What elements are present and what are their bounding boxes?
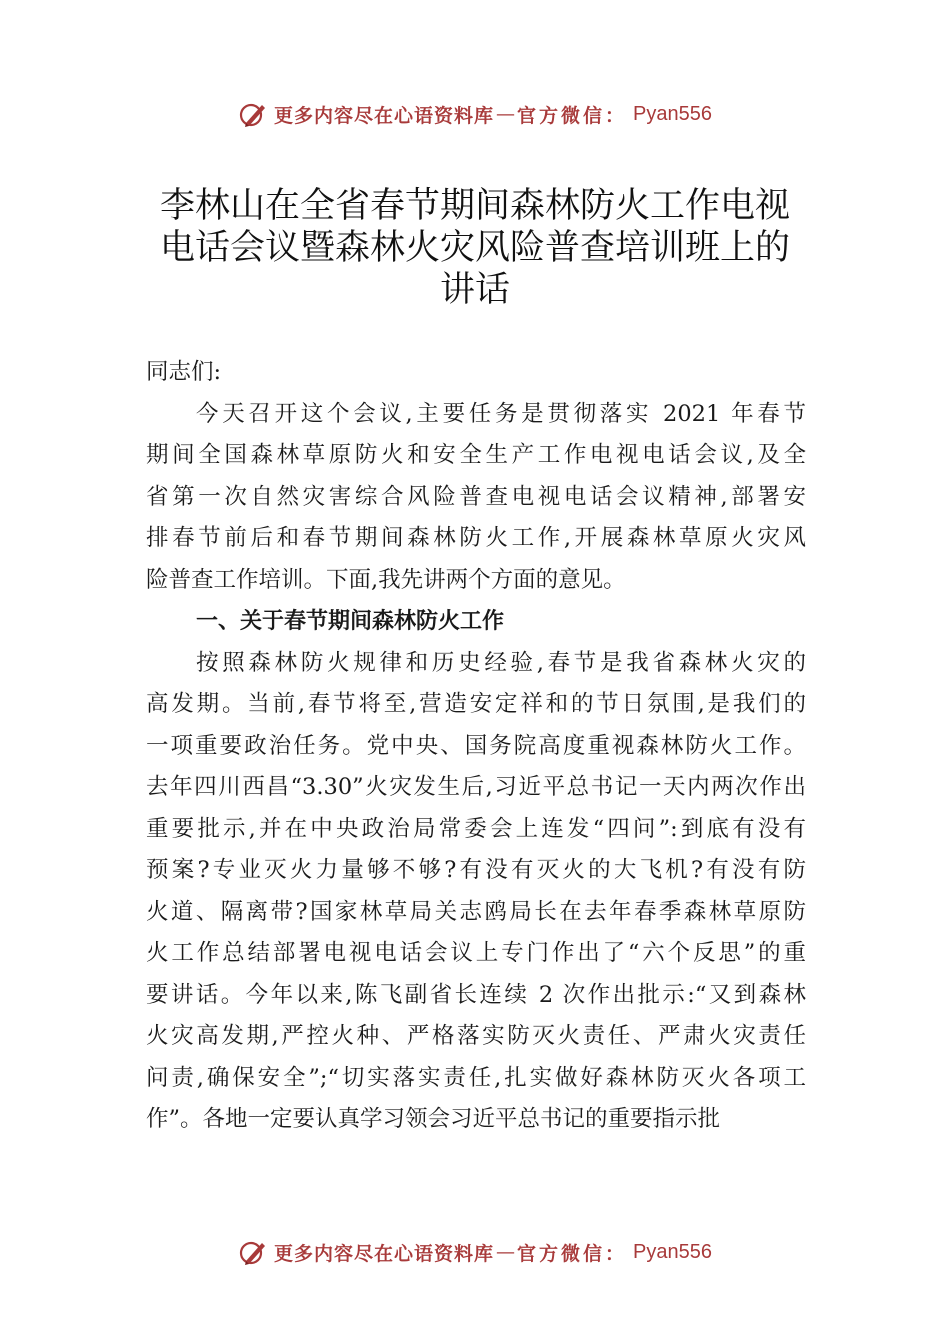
paragraph-line: 去年四川西昌“3.30”火灾发生后,习近平总书记一天内两次作出 xyxy=(146,774,806,800)
paragraph-line: 火道、隔离带?国家林草局关志鸥局长在去年春季森林草原防 xyxy=(146,898,806,925)
banner-main-text: 更多内容尽在心语资料库 xyxy=(274,1242,495,1265)
document-title xyxy=(100,185,850,311)
footer-watermark-banner xyxy=(0,1232,950,1272)
salutation: 同志们: xyxy=(146,359,222,385)
banner-wechat-id: Pyan556 xyxy=(633,1240,712,1263)
paragraph-line: 作”。各地一定要认真学习领会习近平总书记的重要指示批 xyxy=(146,1106,721,1132)
banner-wechat-label: 官方微信： xyxy=(517,104,628,127)
banner-wechat-id: Pyan556 xyxy=(633,102,712,125)
paragraph-line: 火灾高发期,严控火种、严格落实防灭火责任、严肃火灾责任 xyxy=(146,1023,806,1049)
banner-separator: — xyxy=(496,1241,516,1263)
section-heading: 一、关于春节期间森林防火工作 xyxy=(196,609,505,634)
title-line: 李林山在全省春节期间森林防火工作电视 xyxy=(159,186,790,226)
header-watermark-banner xyxy=(0,94,950,134)
paragraph-line: 要讲话。今年以来,陈飞副省长连续 2 次作出批示:“又到森林 xyxy=(146,981,806,1008)
document-body xyxy=(146,352,806,1141)
paragraph-line: 高发期。当前,春节将至,营造安定祥和的节日氛围,是我们的 xyxy=(146,691,806,717)
paragraph-line: 问责,确保安全”;“切实落实责任,扎实做好森林防灭火各项工 xyxy=(146,1064,806,1091)
paragraph-line: 预案?专业灭火力量够不够?有没有灭火的大飞机?有没有防 xyxy=(146,857,806,883)
pen-logo-icon xyxy=(238,99,268,129)
title-line: 电话会议暨森林火灾风险普查培训班上的 xyxy=(159,228,790,268)
paragraph-line: 排春节前后和春节期间森林防火工作,开展森林草原火灾风 xyxy=(146,525,806,551)
pen-logo-icon xyxy=(238,1237,268,1267)
paragraph-line: 期间全国森林草原防火和安全生产工作电视电话会议,及全 xyxy=(146,442,806,468)
paragraph-line: 火工作总结部署电视电话会议上专门作出了“六个反思”的重 xyxy=(146,940,806,966)
title-line: 讲话 xyxy=(439,270,510,310)
paragraph-line: 按照森林防火规律和历史经验,春节是我省森林火灾的 xyxy=(196,649,806,676)
banner-separator: — xyxy=(496,103,516,125)
paragraph-line: 险普查工作培训。下面,我先讲两个方面的意见。 xyxy=(146,566,626,593)
banner-main-text: 更多内容尽在心语资料库 xyxy=(274,104,495,127)
paragraph-line: 省第一次自然灾害综合风险普查电视电话会议精神,部署安 xyxy=(146,483,806,510)
paragraph-line: 重要批示,并在中央政治局常委会上连发“四问”:到底有没有 xyxy=(146,815,806,842)
banner-wechat-label: 官方微信： xyxy=(517,1242,628,1265)
paragraph-line: 今天召开这个会议,主要任务是贯彻落实 2021 年春节 xyxy=(196,400,806,427)
paragraph-line: 一项重要政治任务。党中央、国务院高度重视森林防火工作。 xyxy=(146,732,806,759)
